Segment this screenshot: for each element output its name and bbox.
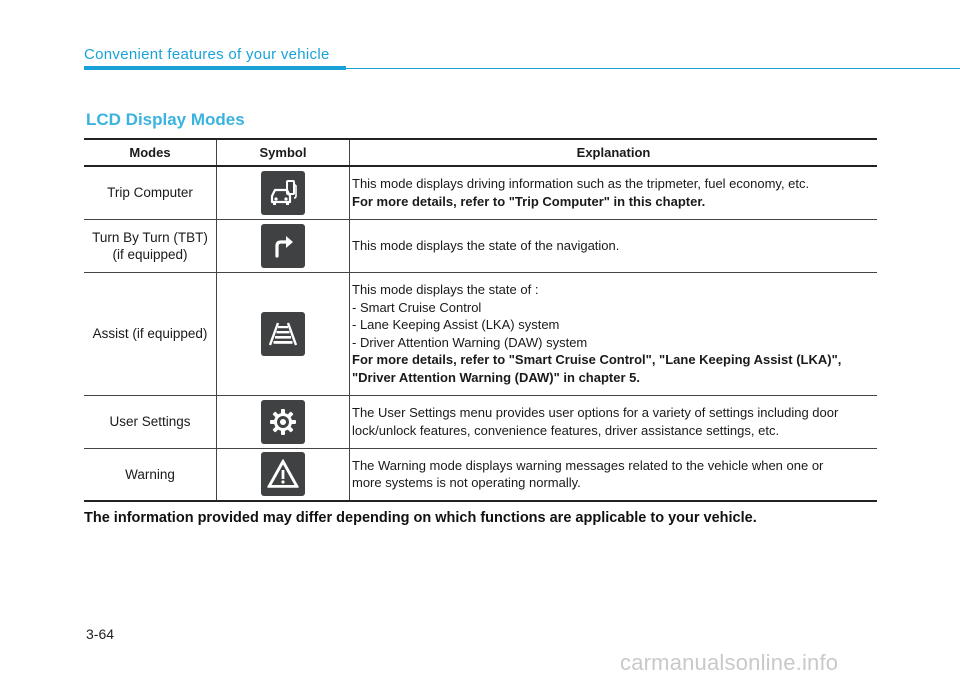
explanation-text: lock/unlock features, convenience features, driver assistance settings, etc. (352, 422, 780, 438)
table-row (84, 395, 877, 448)
symbol-cell (217, 395, 350, 448)
symbol-cell (217, 219, 350, 272)
mode-label: Trip Computer (107, 185, 193, 201)
gear-icon (261, 400, 305, 444)
explanation-cell (350, 272, 878, 395)
explanation-text: - Driver Attention Warning (DAW) system (352, 334, 588, 350)
lane-assist-icon (261, 312, 305, 356)
explanation-reference: For more details, refer to "Smart Cruise Control", "Lane Keeping Assist (LKA)", (352, 352, 842, 367)
column-header-symbol: Symbol (217, 139, 350, 166)
explanation-text: This mode displays driving information such as the tripmeter, fuel economy, etc. (352, 176, 810, 192)
explanation-text: The User Settings menu provides user options for a variety of settings including door (352, 405, 839, 420)
page-title: LCD Display Modes (86, 110, 245, 129)
explanation-reference: "Driver Attention Warning (DAW)" in chapter 5. (352, 369, 640, 385)
column-header-modes: Modes (84, 139, 217, 166)
header-rule-thick (84, 66, 346, 70)
explanation-cell (350, 166, 878, 219)
explanation-text: - Smart Cruise Control (352, 299, 482, 315)
section-header: Convenient features of your vehicle (84, 46, 330, 63)
mode-cell (84, 395, 217, 448)
explanation-cell (350, 395, 878, 448)
mode-cell (84, 448, 217, 501)
mode-label: Warning (125, 466, 175, 482)
header-rule-thin (346, 68, 960, 69)
trip-computer-icon (261, 171, 305, 215)
symbol-cell (217, 272, 350, 395)
table-row (84, 272, 877, 395)
mode-cell (84, 219, 217, 272)
explanation-text: more systems is not operating normally. (352, 475, 581, 491)
symbol-cell (217, 448, 350, 501)
modes-table (84, 138, 877, 502)
table-header-row (84, 139, 877, 166)
footnote: The information provided may differ depending on which functions are applicable to your vehicle. (84, 510, 757, 526)
explanation-cell (350, 448, 878, 501)
watermark-text: carmanualsonline.info (620, 650, 839, 675)
explanation-reference: For more details, refer to "Trip Computer" in this chapter. (352, 193, 706, 209)
turn-arrow-icon (261, 224, 305, 268)
explanation-text: This mode displays the state of the navigation. (352, 237, 620, 253)
explanation-text: - Lane Keeping Assist (LKA) system (352, 317, 560, 332)
table-row (84, 219, 877, 272)
warning-triangle-icon (261, 452, 305, 496)
column-header-explanation: Explanation (350, 139, 878, 166)
page-number: 3-64 (86, 626, 115, 642)
mode-cell (84, 166, 217, 219)
table-row (84, 166, 877, 219)
explanation-text: The Warning mode displays warning messages related to the vehicle when one or (352, 457, 824, 473)
mode-label: Turn By Turn (TBT) (92, 229, 208, 245)
explanation-text: This mode displays the state of : (352, 282, 539, 297)
explanation-cell (350, 219, 878, 272)
table-row (84, 448, 877, 501)
mode-label: User Settings (109, 414, 191, 429)
mode-cell (84, 272, 217, 395)
mode-label: Assist (if equipped) (92, 326, 208, 341)
symbol-cell (217, 166, 350, 219)
mode-label-note: (if equipped) (112, 246, 188, 262)
